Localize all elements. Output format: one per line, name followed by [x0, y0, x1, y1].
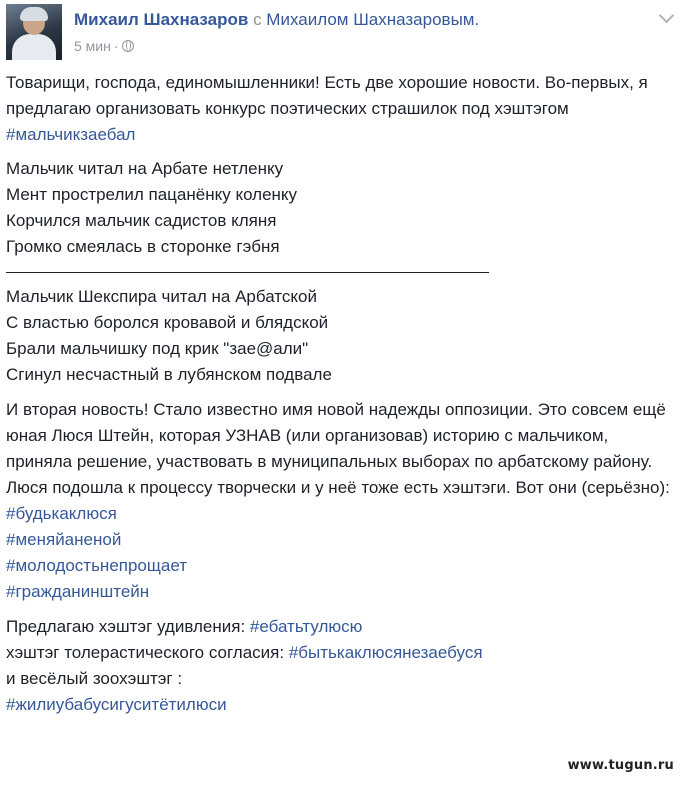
final-text: Предлагаю хэштэг удивления: [6, 617, 250, 636]
news-paragraph: И вторая новость! Стало известно имя новой надежды оппозиции. Это совсем ещё юная Люся Штейн, которая УЗНАВ (или организовав) историю с мальчиком, приняла решение, участвовать в муниципальных выборах по арбатскому району. Люся подошла к процессу творчески и у неё тоже есть хэштэги. Вот они (серьёзно): [6, 400, 670, 497]
poem-line: С властью боролся кровавой и блядской [6, 313, 329, 332]
watermark: www.tugun.ru [567, 758, 674, 773]
hashtag-link[interactable]: #молодостьнепрощает [6, 556, 188, 575]
post-header [6, 4, 676, 60]
poem-line: Громко смеялась в сторонке гэбня [6, 237, 280, 256]
author-name-link[interactable]: Михаил Шахназаров [74, 10, 249, 29]
tagged-user-link[interactable]: Михаилом Шахназаровым. [266, 10, 480, 29]
globe-icon[interactable] [122, 40, 134, 52]
hashtag-link[interactable]: #жилиубабусигуситётилюси [6, 695, 227, 714]
intro-text: Товарищи, господа, единомышленники! Есть две хорошие новости. Во-первых, я предлагаю организовать конкурс поэтических страшилок под хэштэгом [6, 73, 648, 118]
author-line [74, 10, 479, 30]
poem-line: Корчился мальчик садистов кляня [6, 211, 277, 230]
timestamp-link[interactable]: 5 мин [74, 38, 111, 54]
hashtag-link[interactable]: #бытькаклюсянезаебуся [288, 643, 483, 662]
post-content [6, 70, 676, 718]
final-line [6, 640, 676, 666]
meta-separator: · [113, 38, 119, 54]
poem-line: Мент прострелил пацанёнку коленку [6, 185, 298, 204]
hashtag-link[interactable]: #мальчикзаебал [6, 125, 136, 144]
hashtag-link[interactable]: #ебатьтулюсю [249, 617, 363, 636]
hashtag-link[interactable]: #гражданинштейн [6, 582, 150, 601]
final-line [6, 614, 676, 640]
poem-line: Мальчик Шекспира читал на Арбатской [6, 287, 317, 306]
poem-line: Мальчик читал на Арбате нетленку [6, 159, 284, 178]
intro-paragraph [6, 70, 676, 148]
poem-line: Брали мальчишку под крик "зае@али" [6, 339, 309, 358]
chevron-down-icon[interactable] [659, 8, 675, 24]
poem-line: Сгинул несчастный в лубянском подвале [6, 365, 332, 384]
final-line: и весёлый зоохэштэг : [6, 669, 183, 688]
hashtag-link[interactable]: #будькаклюся [6, 504, 117, 523]
hashtag-link[interactable]: #меняйаненой [6, 530, 122, 549]
post-meta [74, 38, 134, 54]
final-text: хэштэг толерастического согласия: [6, 643, 289, 662]
with-text: с [253, 10, 262, 29]
avatar[interactable] [6, 4, 62, 60]
